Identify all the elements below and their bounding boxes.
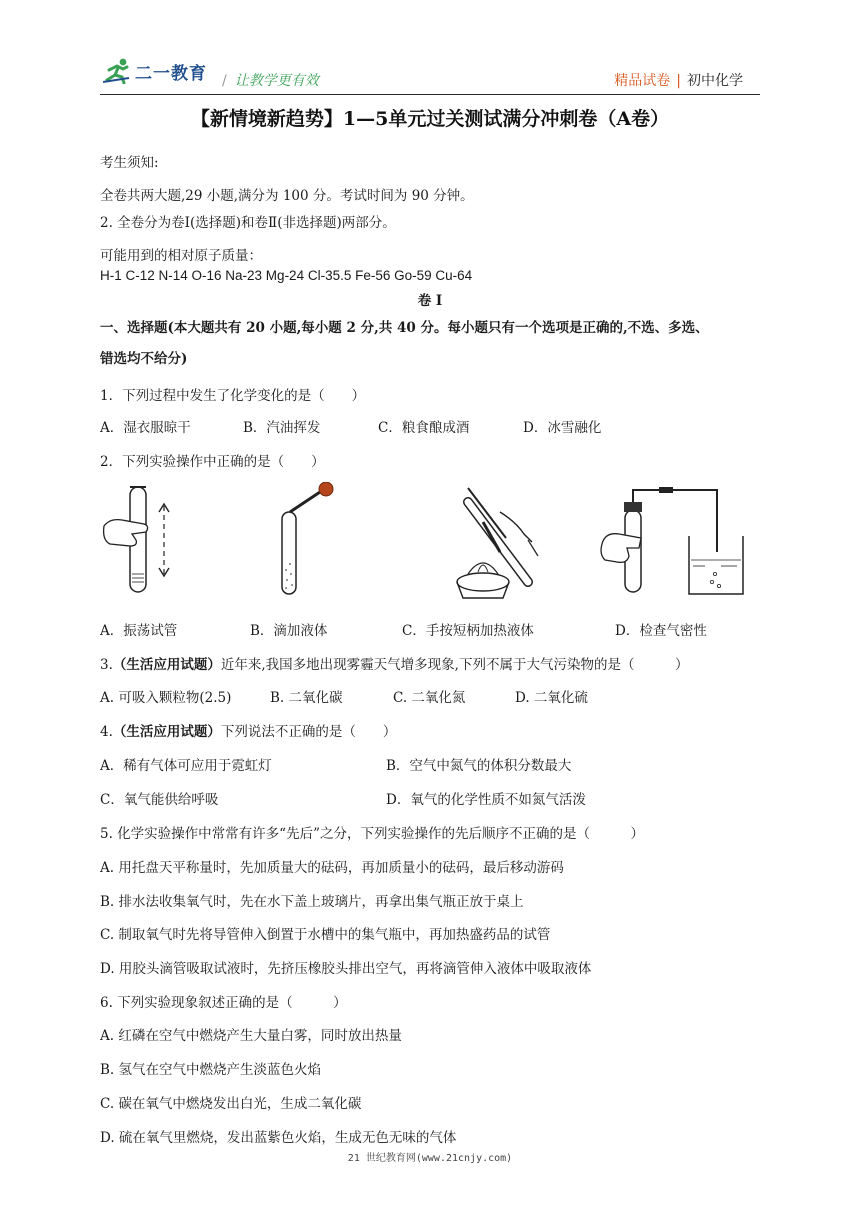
option-d[interactable]: D．氧气的化学性质不如氮气活泼 — [386, 792, 586, 808]
notice-heading: 考生须知: — [100, 155, 159, 171]
option-a[interactable]: A．稀有气体可应用于霓虹灯 — [100, 758, 272, 774]
dropper-figure — [270, 482, 360, 602]
section-heading: 一、选择题(本大题共有 20 小题,每小题 2 分,共 40 分。每小题只有一个选项是正确的,不选、多选、 — [100, 320, 709, 336]
slogan-text: 让教学更有效 — [234, 73, 319, 89]
option-a[interactable]: A．振荡试管 — [100, 623, 178, 639]
option-b[interactable]: B. 氢气在空气中燃烧产生淡蓝色火焰 — [100, 1062, 322, 1078]
question-2-stem: 2．下列实验操作中正确的是（ ） — [100, 454, 325, 470]
atomic-mass-list: H-1 C-12 N-14 O-16 Na-23 Mg-24 Cl-35.5 Fe-56 Go-59 Cu-64 — [100, 268, 473, 283]
tag-divider: | — [676, 73, 681, 89]
option-b[interactable]: B．汽油挥发 — [243, 420, 321, 436]
option-a[interactable]: A. 用托盘天平称量时，先加质量大的砝码，再加质量小的砝码，最后移动游码 — [100, 860, 564, 876]
option-b[interactable]: B. 排水法收集氧气时，先在水下盖上玻璃片，再拿出集气瓶正放于桌上 — [100, 894, 524, 910]
question-4-text: 下列说法不正确的是（ ） — [220, 724, 397, 740]
question-3-tag: （生活应用试题） — [112, 657, 221, 673]
heating-liquid-figure — [428, 482, 568, 604]
option-a[interactable]: A. 可吸入颗粒物(2.5) — [100, 690, 232, 706]
question-2-figures — [100, 482, 760, 602]
option-d[interactable]: D．检查气密性 — [615, 623, 707, 639]
notice-item: 2. 全卷分为卷Ⅰ(选择题)和卷Ⅱ(非选择题)两部分。 — [100, 215, 396, 231]
option-d[interactable]: D．冰雪融化 — [523, 420, 602, 436]
header-tags — [614, 70, 743, 90]
paper-title: 【新情境新趋势】1—5单元过关测试满分冲刺卷（A卷） — [190, 108, 670, 130]
option-a[interactable]: A. 红磷在空气中燃烧产生大量白雾，同时放出热量 — [100, 1028, 402, 1044]
option-a[interactable]: A．湿衣服晾干 — [100, 420, 191, 436]
option-c[interactable]: C．氧气能供给呼吸 — [100, 792, 219, 808]
volume-label: 卷 I — [417, 293, 443, 309]
shake-test-tube-figure — [100, 482, 210, 602]
notice-item: 全卷共两大题,29 小题,满分为 100 分。考试时间为 90 分钟。 — [100, 188, 474, 204]
question-1-stem: 1．下列过程中发生了化学变化的是（ ） — [100, 388, 366, 404]
logo-text: 二一教育 — [135, 63, 207, 84]
option-d[interactable]: D. 硫在氧气里燃烧，发出蓝紫色火焰，生成无色无味的气体 — [100, 1130, 457, 1146]
header-divider — [100, 94, 760, 95]
section-heading-cont: 错选均不给分) — [100, 351, 188, 367]
atomic-mass-heading: 可能用到的相对原子质量： — [100, 248, 262, 264]
question-4-tag: （生活应用试题） — [112, 724, 221, 740]
subject-tag: 初中化学 — [687, 73, 743, 89]
quality-tag: 精品试卷 — [614, 73, 671, 89]
option-b[interactable]: B．滴加液体 — [250, 623, 328, 639]
question-5-stem: 5. 化学实验操作中常常有许多“先后”之分，下列实验操作的先后顺序不正确的是（ ） — [100, 826, 644, 842]
question-3-number: 3. — [100, 657, 113, 673]
option-d[interactable]: D. 用胶头滴管吸取试液时，先挤压橡胶头排出空气，再将滴管伸入液体中吸取液体 — [100, 961, 592, 977]
question-3-text: 近年来,我国多地出现雾霾天气增多现象,下列不属于大气污染物的是（ ） — [220, 657, 689, 673]
option-c[interactable]: C．粮食酿成酒 — [378, 420, 470, 436]
question-3-stem — [100, 653, 688, 673]
option-c[interactable]: C. 制取氧气时先将导管伸入倒置于水槽中的集气瓶中，再加热盛药品的试管 — [100, 927, 551, 943]
runner-logo-icon — [103, 58, 133, 84]
airtightness-check-figure — [597, 482, 747, 602]
slogan — [222, 70, 319, 90]
logo — [103, 58, 207, 84]
option-b[interactable]: B. 二氧化碳 — [270, 690, 343, 706]
page-header — [0, 0, 860, 100]
question-4-number: 4. — [100, 724, 113, 740]
question-4-stem — [100, 720, 396, 740]
option-c[interactable]: C. 二氧化氮 — [393, 690, 466, 706]
question-6-stem: 6. 下列实验现象叙述正确的是（ ） — [100, 995, 347, 1011]
option-c[interactable]: C．手按短柄加热液体 — [402, 623, 534, 639]
option-c[interactable]: C. 碳在氧气中燃烧发出白光，生成二氧化碳 — [100, 1096, 362, 1112]
option-b[interactable]: B．空气中氮气的体积分数最大 — [386, 758, 572, 774]
page-footer: 21 世纪教育网(www.21cnjy.com) — [347, 1153, 513, 1164]
option-d[interactable]: D. 二氧化硫 — [515, 690, 588, 706]
slogan-separator: / — [222, 73, 227, 89]
